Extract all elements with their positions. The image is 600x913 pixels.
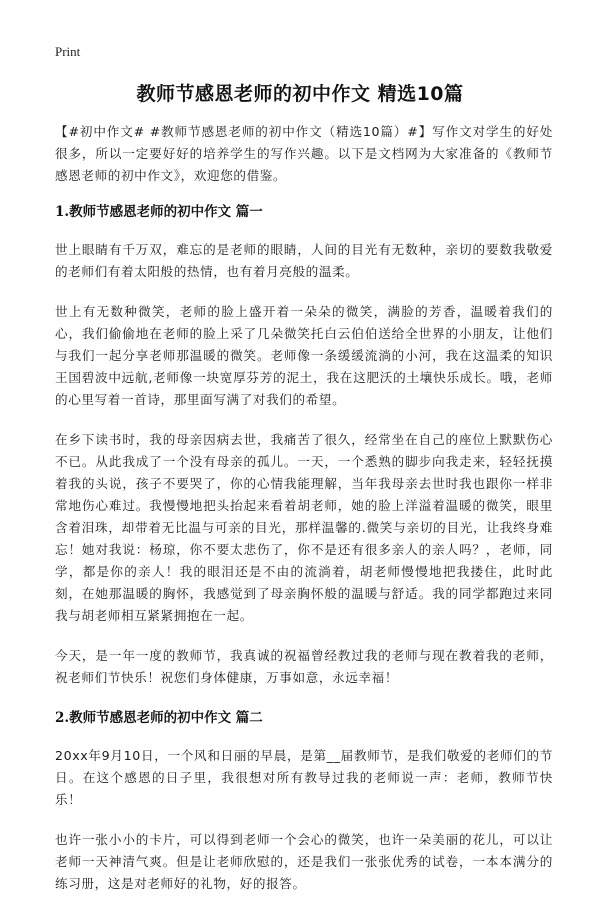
section-1-paragraph: 世上有无数种微笑，老师的脸上盛开着一朵朵的微笑，满脸的芳香，温暖着我们的心，我们偷偷地在老师的脸上采了几朵微笑托白云伯伯送给全世界的小朋友，让他们与我们一起分享老师那温暖的微笑。老师像一条缓缓流淌的小河，我在这温柔的知识王国碧波中远航,老师像一块宽厚芬芳的泥土，我在这肥沃的土壤快乐成长。哦，老师的心里写着一首诗，那里面写满了对我们的希望。 (55, 304, 553, 407)
section-2-paragraph: 20xx年9月10日，一个风和日丽的早晨，是第__届教师节，是我们敬爱的老师们的节日。在这个感恩的日子里，我很想对所有教导过我的老师说一声：老师，教师节快乐！ (55, 748, 553, 807)
section-1-paragraph: 在乡下读书时，我的母亲因病去世，我痛苦了很久，经常坐在自己的座位上默默伤心不已。从此我成了一个没有母亲的孤儿。一天，一个悉熟的脚步向我走来，轻轻抚摸着我的头说，孩子不要哭了，你的心情我能理解，当年我母亲去世时我也跟你一样非常地伤心难过。我慢慢地把头抬起来看着胡老师，她的脸上洋溢着温暖的微笑，眼里含着泪珠，却带着无比温与可亲的目光，那样温馨的.微笑与亲切的目光，让我终身难忘！她对我说：杨琼，你不要太悲伤了，你不是还有很多亲人的亲人吗？，老师，同学，都是你的亲人！我的眼泪还是不由的流淌着，胡老师慢慢地把我搂住，此时此刻，在她那温暖的胸怀，我感觉到了母亲胸怀般的温暖与舒适。我的同学都跑过来同我与胡老师相互紧紧拥抱在一起。 (55, 432, 553, 623)
article-body (55, 121, 553, 913)
section-heading-1: 1.教师节感恩老师的初中作文 篇一 (55, 204, 263, 220)
page-title: 教师节感恩老师的初中作文 精选10篇 (136, 83, 464, 105)
intro-paragraph: 【#初中作文# #教师节感恩老师的初中作文（精选10篇）#】写作文对学生的好处很多，所以一定要好好的培养学生的写作兴趣。以下是文档网为大家准备的《教师节感恩老师的初中作文》，欢迎您的借鉴。 (55, 124, 553, 183)
section-heading-2: 2.教师节感恩老师的初中作文 篇二 (55, 710, 263, 726)
section-2-paragraph: 也许一张小小的卡片，可以得到老师一个会心的微笑，也许一朵美丽的花儿，可以让老师一天神清气爽。但是让老师欣慰的，还是我们一张张优秀的试卷，一本本满分的练习册，这是对老师好的礼物，好的报答。 (55, 832, 553, 891)
print-link[interactable]: Print (55, 44, 81, 59)
section-1-paragraph: 今天，是一年一度的教师节，我真诚的祝福曾经教过我的老师与现在教着我的老师，祝老师们节快乐！祝您们身体健康，万事如意，永远幸福！ (55, 648, 553, 685)
section-1-paragraph: 世上眼睛有千万双，难忘的是老师的眼睛，人间的目光有无数种，亲切的要数我敬爱的老师们有着太阳般的热情，也有着月亮般的温柔。 (55, 242, 553, 279)
